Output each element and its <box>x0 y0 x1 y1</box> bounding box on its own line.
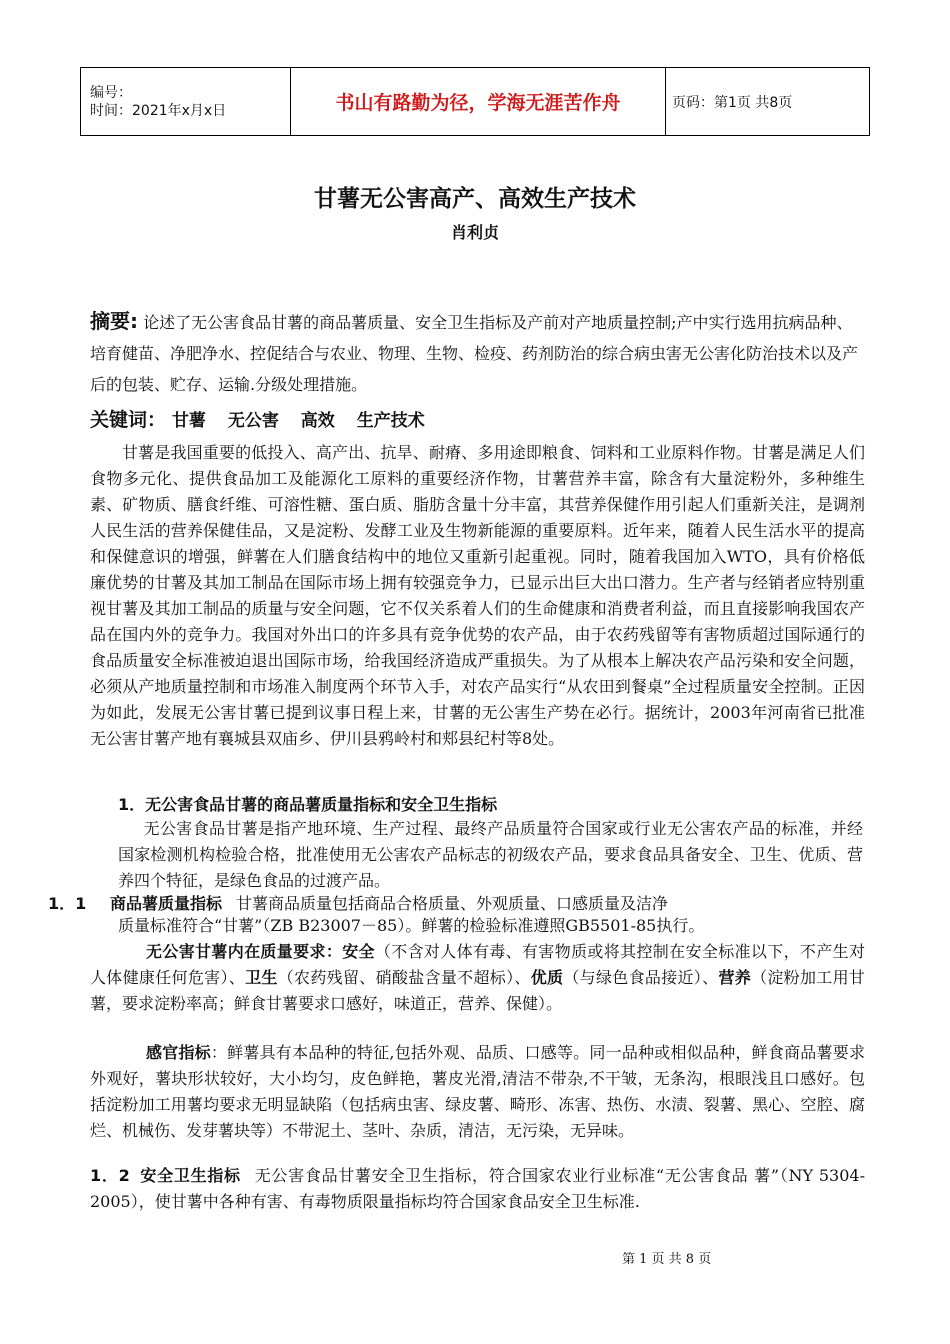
internal-quality-label: 无公害甘薯内在质量要求： <box>146 942 343 961</box>
page-title: 甘薯无公害高产、高效生产技术 <box>314 186 636 212</box>
header-page-info: 页码：第1页 共8页 <box>666 68 870 136</box>
abstract <box>90 306 865 400</box>
hygiene-text: （农药残留、硝酸盐含量不超标）、 <box>277 968 531 987</box>
page-footer: 第 1 页 共 8 页 <box>622 1252 712 1267</box>
section-1-2-heading: 安全卫生指标 <box>139 1166 241 1185</box>
hygiene-label: 卫生 <box>245 968 278 987</box>
header-table <box>80 67 870 136</box>
section-1-2-number: 1．2 <box>90 1166 130 1185</box>
keywords <box>90 405 441 432</box>
safe-text: （不含对人体有毒、有害物质或将其控制在安全标准以下，不产生对人体健康任何危害）、 <box>90 942 865 987</box>
keyword: 高效 <box>300 411 335 431</box>
quality-text: （与绿色食品接近）、 <box>563 968 719 987</box>
header-motto: 书山有路勤为径，学海无涯苦作舟 <box>291 68 666 136</box>
safe-label: 安全 <box>342 942 375 961</box>
quality-label: 优质 <box>530 968 564 987</box>
section-1-2-text: 无公害食品甘薯安全卫生指标，符合国家农业行业标准“无公害食品 薯”（NY 5304-2005），使甘薯中各种有害、有毒物质限量指标均符合国家食品安全卫生标准. <box>90 1166 865 1211</box>
sensory-label: 感官指标 <box>146 1043 211 1062</box>
author: 肖利贞 <box>450 223 499 242</box>
header-meta <box>81 68 291 136</box>
keyword: 生产技术 <box>356 411 425 431</box>
number-label: 编号： <box>90 84 132 101</box>
keywords-label: 关键词： <box>90 409 167 431</box>
section-1-1-heading: 商品薯质量指标 <box>110 894 223 913</box>
sensory-text: ：鲜薯具有本品种的特征,包括外观、品质、口感等。同一品种或相似品种，鲜食商品薯要求外观好，薯块形状较好，大小均匀，皮色鲜艳，薯皮光滑,清洁不带杂,不干皱，无条沟，根眼浅且口感好。包括淀粉加工用薯均要求无明显缺陷（包括病虫害、绿皮薯、畸形、冻害、热伤、水渍、裂薯、黑心、空腔、腐烂、机械伤、发芽薯块等）不带泥土、茎叶、杂质，清洁，无污染，无异味。 <box>90 1043 865 1140</box>
time-label: 时间：2021年x月x日 <box>90 102 227 119</box>
section-1-1-number: 1．1 <box>48 894 87 913</box>
intro-paragraph: 甘薯是我国重要的低投入、高产出、抗旱、耐瘠、多用途即粮食、饲料和工业原料作物。甘薯是满足人们食物多元化、提供食品加工及能源化工原料的重要经济作物，甘薯营养丰富，除含有大量淀粉外，多种维生素、矿物质、膳食纤维、可溶性糖、蛋白质、脂肪含量十分丰富，其营养保健作用引起人们重新关注，是调剂人民生活的营养保健佳品，又是淀粉、发酵工业及生物新能源的重要原料。近年来，随着人民生活水平的提高和保健意识的增强，鲜薯在人们膳食结构中的地位又重新引起重视。同时，随着我国加入WTO，具有价格低廉优势的甘薯及其加工制品在国际市场上拥有较强竞争力，已显示出巨大出口潜力。生产者与经销者应特别重视甘薯及其加工制品的质量与安全问题，它不仅关系着人们的生命健康和消费者利益，而且直接影响我国农产品在国内外的竞争力。我国对外出口的许多具有竞争优势的农产品，由于农药残留等有害物质超过国际通行的食品质量安全标准被迫退出国际市场，给我国经济造成严重损失。为了从根本上解决农产品污染和安全问题，必须从产地质量控制和市场准入制度两个环节入手，对农产品实行“从农田到餐桌”全过程质量安全控制。正因为如此，发展无公害甘薯已提到议事日程上来，甘薯的无公害生产势在必行。据统计，2003年河南省已批准无公害甘薯产地有襄城县双庙乡、伊川县鸦岭村和郏县纪村等8处。 <box>90 443 865 748</box>
internal-quality-paragraph <box>90 939 865 1017</box>
abstract-label: 摘要: <box>90 309 138 333</box>
nutrition-text: （淀粉加工用甘薯，要求淀粉率高；鲜食甘薯要求口感好，味道正，营养、保健）。 <box>90 968 865 1013</box>
keyword: 无公害 <box>227 411 279 431</box>
section-1-1-line1: 甘薯商品质量包括商品合格质量、外观质量、口感质量及洁净 <box>236 894 669 913</box>
section-1-heading: 1．无公害食品甘薯的商品薯质量指标和安全卫生指标 <box>118 795 498 814</box>
section-1-2-paragraph <box>90 1163 865 1215</box>
section-1-paragraph: 无公害食品甘薯是指产地环境、生产过程、最终产品质量符合国家或行业无公害农产品的标准，并经国家检测机构检验合格，批准使用无公害农产品标志的初级农产品，要求食品具备安全、卫生、优质、营养四个特征，是绿色食品的过渡产品。 <box>118 819 863 890</box>
intro-body <box>90 440 865 752</box>
abstract-text: 论述了无公害食品甘薯的商品薯质量、安全卫生指标及产前对产地质量控制;产中实行选用抗病品种、培育健苗、净肥净水、控促结合与农业、物理、生物、检疫、药剂防治的综合病虫害无公害化防治技术以及产后的包装、贮存、运输.分级处理措施。 <box>90 313 859 394</box>
nutrition-label: 营养 <box>718 968 752 987</box>
section-1-1-line2: 质量标准符合“甘薯”（ZB B23007－85）。鲜薯的检验标准遵照GB5501-85执行。 <box>118 916 705 935</box>
sensory-paragraph <box>90 1040 865 1144</box>
keyword: 甘薯 <box>171 411 206 431</box>
